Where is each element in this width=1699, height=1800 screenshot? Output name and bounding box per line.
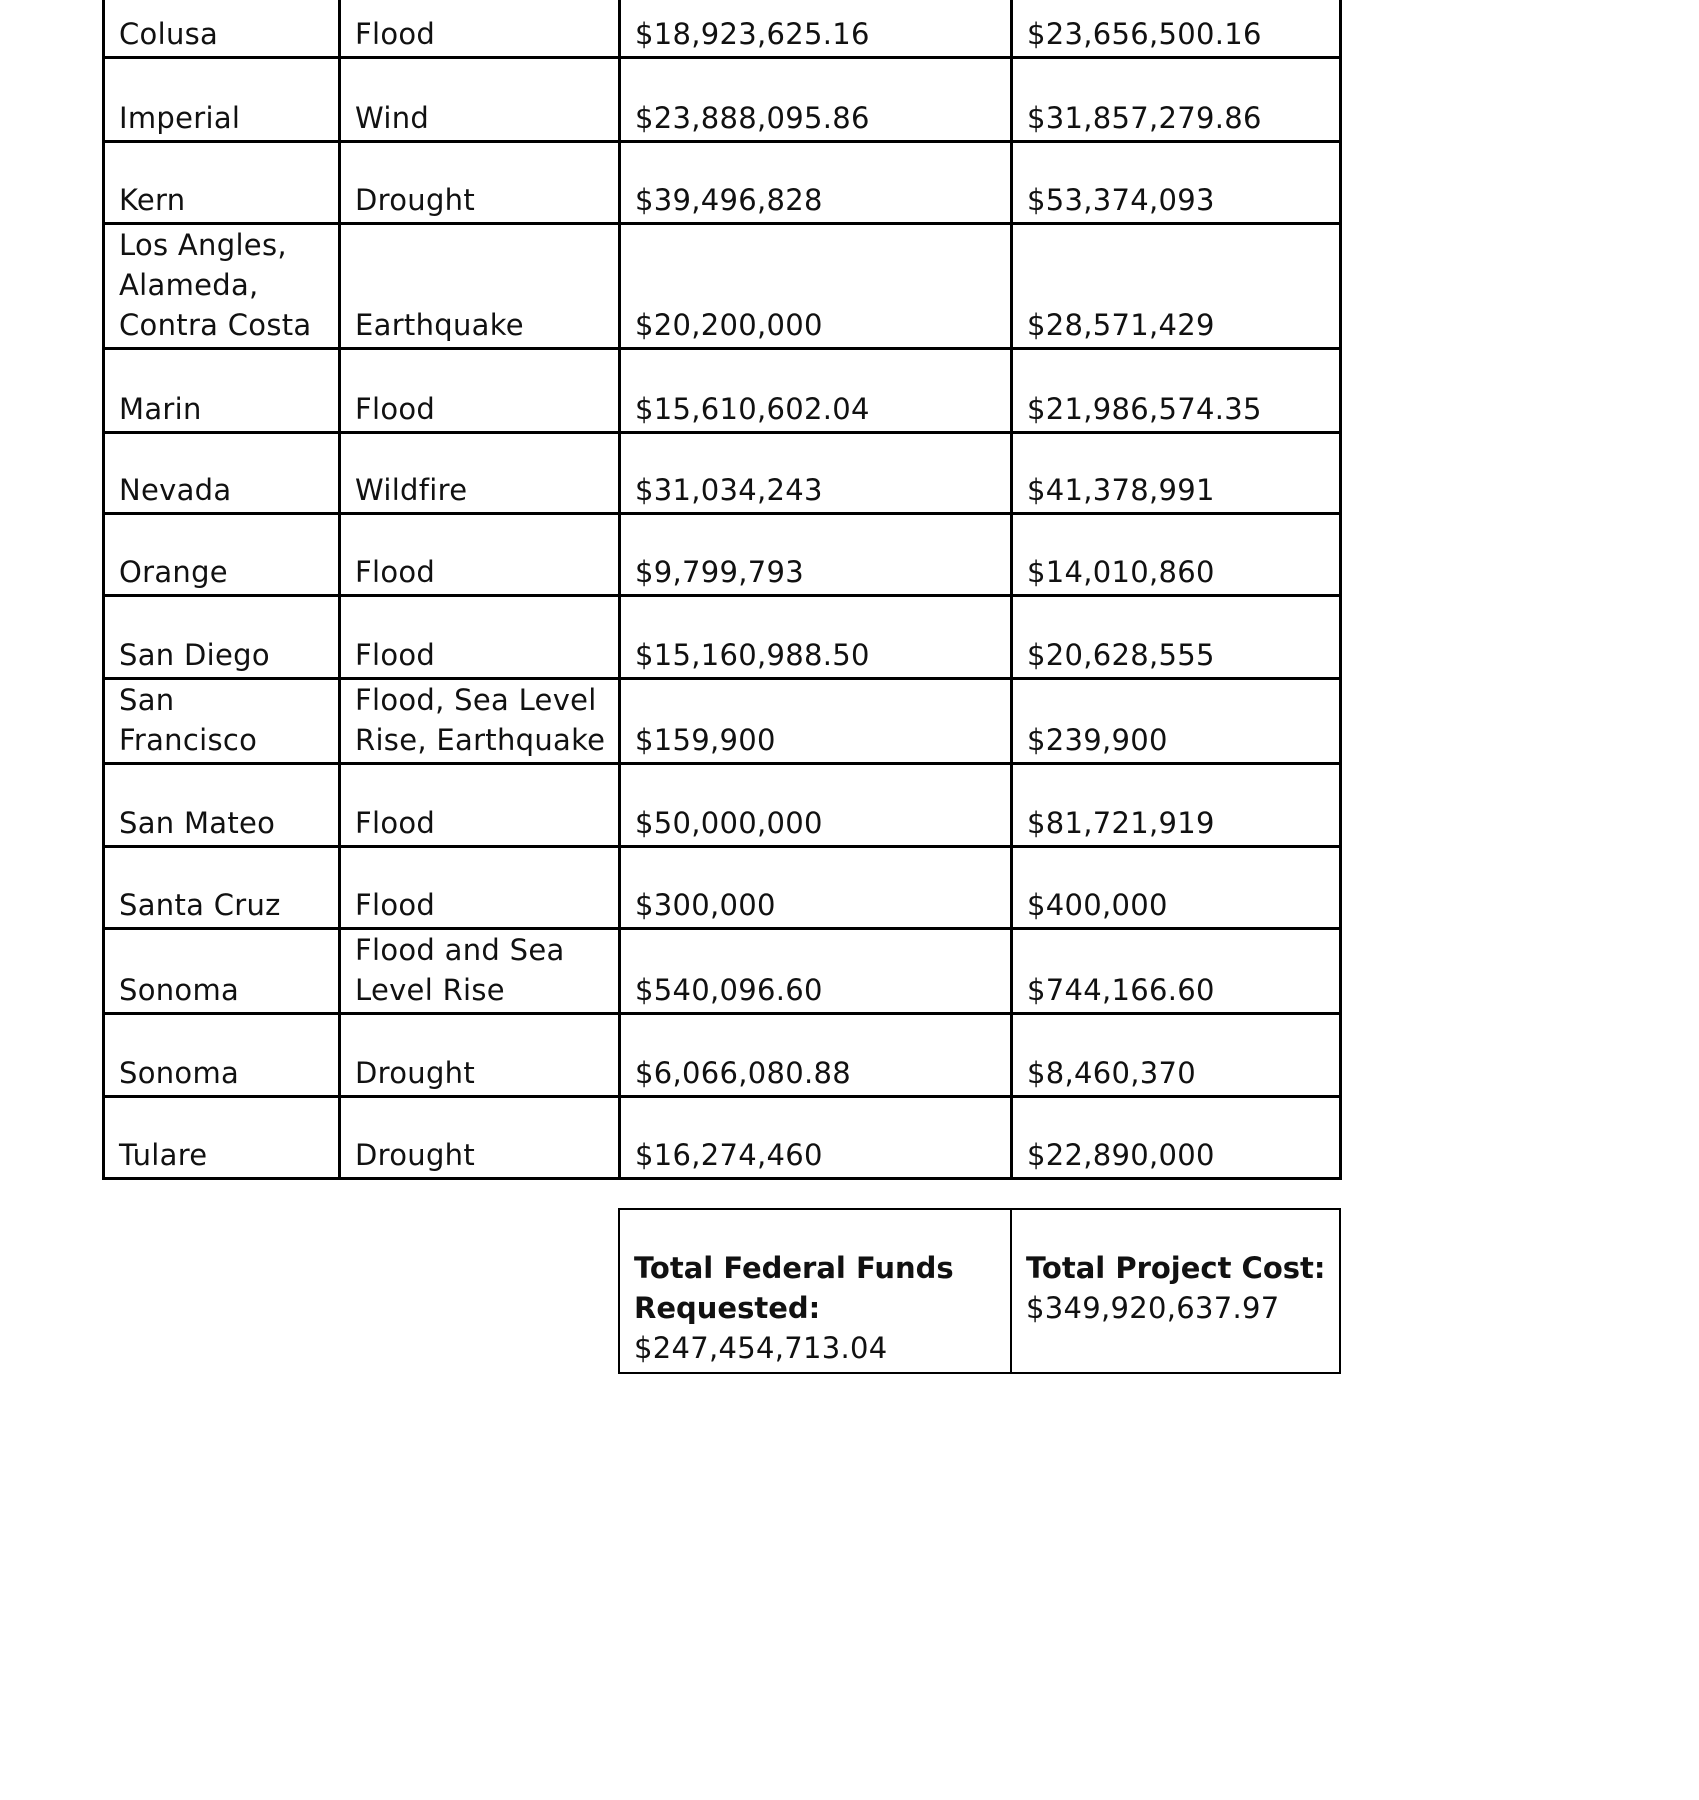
total-cost-cell: $31,857,279.86: [1012, 58, 1341, 142]
hazard-cell: [340, 929, 620, 1014]
hazard-cell: [340, 1097, 620, 1179]
federal-funds-cell: $39,496,828: [620, 142, 1012, 224]
total-project-label: Total Project Cost:: [1026, 1251, 1326, 1285]
hazard-cell-line: Flood: [355, 806, 436, 840]
county-cell: [104, 1014, 340, 1097]
hazard-cell: [340, 142, 620, 224]
hazard-cell-line: Flood, Sea Level: [355, 683, 597, 717]
total-cost-cell: $400,000: [1012, 847, 1341, 929]
total-federal-cell: [619, 1209, 1011, 1373]
total-cost-cell: $28,571,429: [1012, 224, 1341, 349]
funding-table: [102, 0, 1342, 1180]
federal-funds-cell: $159,900: [620, 679, 1012, 764]
totals-table: [618, 1208, 1341, 1374]
county-cell-line: Alameda,: [119, 268, 259, 302]
county-cell-line: Imperial: [119, 101, 241, 135]
hazard-cell-line: Level Rise: [355, 973, 505, 1007]
hazard-cell-line: Flood and Sea: [355, 933, 565, 967]
total-cost-cell: $41,378,991: [1012, 433, 1341, 514]
county-cell-line: San Diego: [119, 638, 270, 672]
county-cell: [104, 847, 340, 929]
hazard-cell: [340, 596, 620, 679]
hazard-cell: [340, 514, 620, 596]
total-cost-cell: $21,986,574.35: [1012, 349, 1341, 433]
county-cell-line: Sonoma: [119, 1056, 240, 1090]
county-cell: [104, 514, 340, 596]
table-row: [104, 142, 1341, 224]
hazard-cell-line: Flood: [355, 555, 436, 589]
county-cell-line: San Mateo: [119, 806, 276, 840]
county-cell-line: Tulare: [119, 1138, 208, 1172]
federal-funds-cell: $9,799,793: [620, 514, 1012, 596]
total-cost-cell: $23,656,500.16: [1012, 0, 1341, 58]
hazard-cell: [340, 764, 620, 847]
total-federal-label-cont: Requested:: [634, 1291, 821, 1325]
hazard-cell: [340, 433, 620, 514]
county-cell-line: Contra Costa: [119, 308, 312, 342]
funding-table-body: [104, 0, 1341, 1179]
hazard-cell-line: Wind: [355, 101, 430, 135]
total-project-cell: [1011, 1209, 1340, 1373]
county-cell-line: Sonoma: [119, 973, 240, 1007]
county-cell-line: Santa Cruz: [119, 888, 281, 922]
table-row: [104, 433, 1341, 514]
table-row: [104, 349, 1341, 433]
county-cell: [104, 433, 340, 514]
total-cost-cell: $81,721,919: [1012, 764, 1341, 847]
county-cell: [104, 58, 340, 142]
federal-funds-cell: $18,923,625.16: [620, 0, 1012, 58]
federal-funds-cell: $31,034,243: [620, 433, 1012, 514]
federal-funds-cell: $50,000,000: [620, 764, 1012, 847]
county-cell-line: Nevada: [119, 473, 232, 507]
federal-funds-cell: $6,066,080.88: [620, 1014, 1012, 1097]
county-cell: [104, 929, 340, 1014]
totals-row: [619, 1209, 1340, 1373]
hazard-cell-line: Flood: [355, 888, 436, 922]
total-project-value: $349,920,637.97: [1026, 1291, 1280, 1325]
hazard-cell-line: Earthquake: [355, 308, 524, 342]
hazard-cell: [340, 58, 620, 142]
federal-funds-cell: $15,610,602.04: [620, 349, 1012, 433]
hazard-cell: [340, 679, 620, 764]
total-cost-cell: $744,166.60: [1012, 929, 1341, 1014]
federal-funds-cell: $23,888,095.86: [620, 58, 1012, 142]
table-row: [104, 514, 1341, 596]
hazard-cell-line: Drought: [355, 1056, 475, 1090]
total-cost-cell: $239,900: [1012, 679, 1341, 764]
county-cell-line: Francisco: [119, 723, 258, 757]
county-cell-line: Colusa: [119, 17, 219, 51]
county-cell: [104, 679, 340, 764]
federal-funds-cell: $540,096.60: [620, 929, 1012, 1014]
total-cost-cell: $22,890,000: [1012, 1097, 1341, 1179]
hazard-cell-line: Rise, Earthquake: [355, 723, 606, 757]
hazard-cell-line: Wildfire: [355, 473, 468, 507]
hazard-cell: [340, 224, 620, 349]
federal-funds-cell: $16,274,460: [620, 1097, 1012, 1179]
table-row: [104, 929, 1341, 1014]
table-row: [104, 596, 1341, 679]
county-cell: [104, 142, 340, 224]
county-cell-line: Kern: [119, 183, 186, 217]
hazard-cell: [340, 1014, 620, 1097]
total-federal-label: Total Federal Funds: [634, 1251, 954, 1285]
hazard-cell-line: Drought: [355, 1138, 475, 1172]
table-row: [104, 0, 1341, 58]
total-cost-cell: $53,374,093: [1012, 142, 1341, 224]
table-row: [104, 1097, 1341, 1179]
county-cell: [104, 596, 340, 679]
total-cost-cell: $8,460,370: [1012, 1014, 1341, 1097]
total-cost-cell: $20,628,555: [1012, 596, 1341, 679]
county-cell-line: Marin: [119, 392, 202, 426]
county-cell: [104, 1097, 340, 1179]
federal-funds-cell: $300,000: [620, 847, 1012, 929]
county-cell-line: Los Angles,: [119, 228, 287, 262]
hazard-cell-line: Drought: [355, 183, 475, 217]
table-row: [104, 224, 1341, 349]
county-cell: [104, 0, 340, 58]
federal-funds-cell: $15,160,988.50: [620, 596, 1012, 679]
total-cost-cell: $14,010,860: [1012, 514, 1341, 596]
table-row: [104, 847, 1341, 929]
hazard-cell: [340, 349, 620, 433]
table-row: [104, 764, 1341, 847]
hazard-cell: [340, 0, 620, 58]
county-cell: [104, 224, 340, 349]
county-cell: [104, 764, 340, 847]
county-cell-line: Orange: [119, 555, 228, 589]
hazard-cell-line: Flood: [355, 392, 436, 426]
county-cell-line: San: [119, 683, 175, 717]
total-federal-value: $247,454,713.04: [634, 1331, 888, 1365]
table-row: [104, 1014, 1341, 1097]
hazard-cell-line: Flood: [355, 638, 436, 672]
table-row: [104, 58, 1341, 142]
hazard-cell-line: Flood: [355, 17, 436, 51]
hazard-cell: [340, 847, 620, 929]
county-cell: [104, 349, 340, 433]
federal-funds-cell: $20,200,000: [620, 224, 1012, 349]
table-row: [104, 679, 1341, 764]
